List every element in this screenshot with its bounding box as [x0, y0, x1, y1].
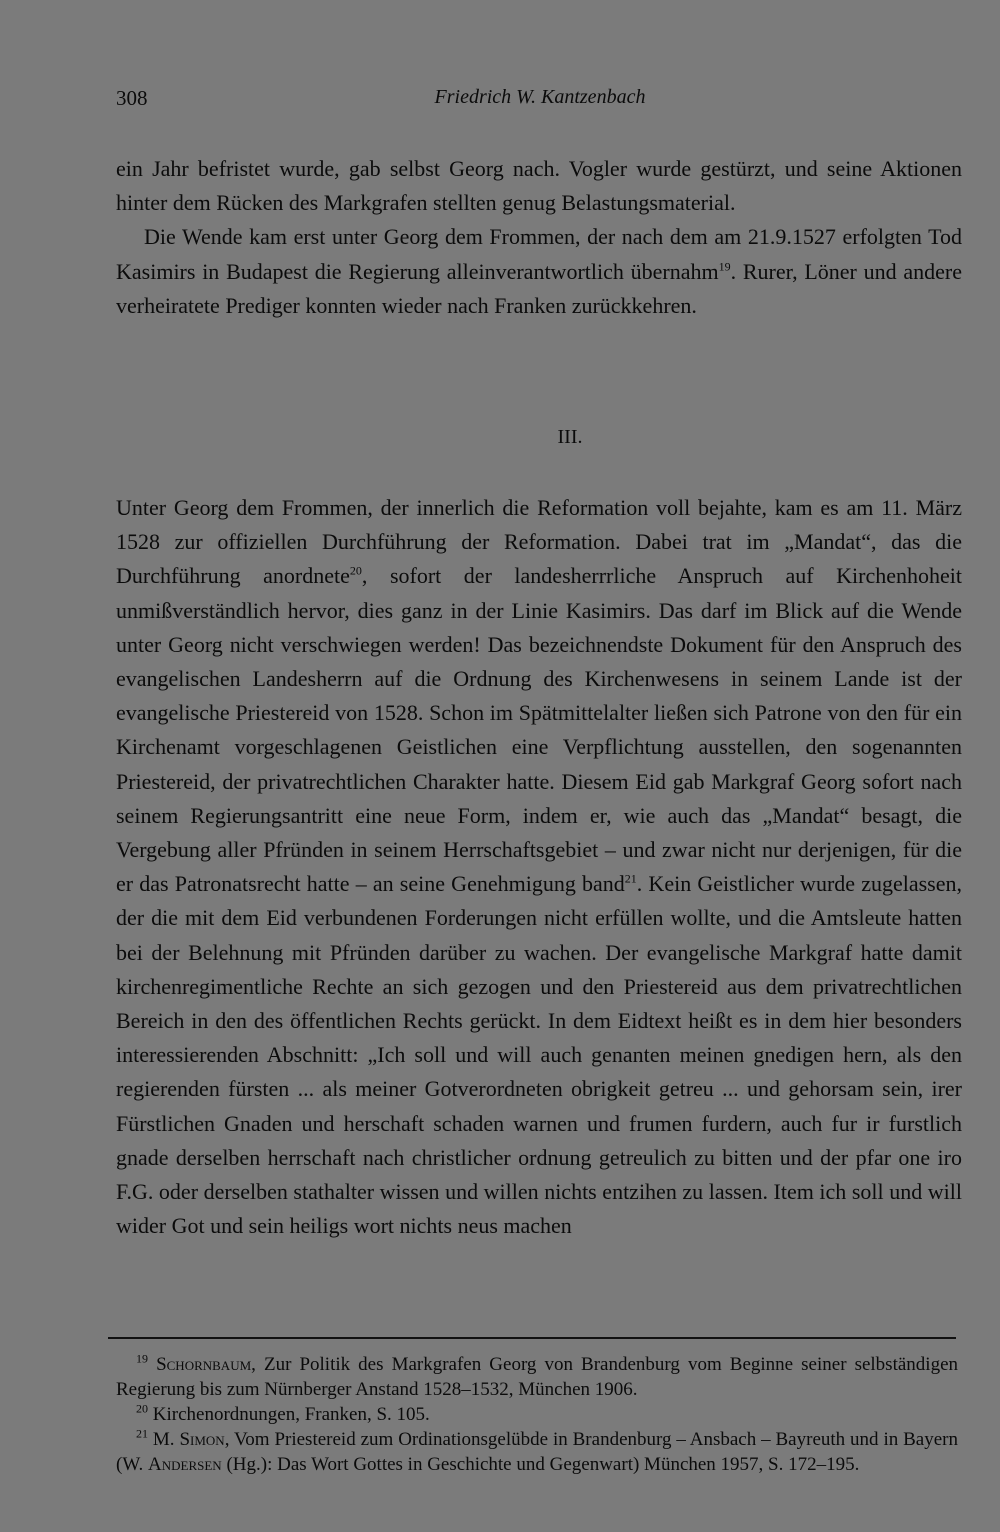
section-three-text [116, 491, 962, 1243]
page-number: 308 [116, 86, 148, 110]
footnote-author: Schornbaum [156, 1354, 252, 1375]
footnote-marker[interactable]: 20 [349, 564, 362, 579]
footnote [116, 1427, 958, 1477]
footnote-author: Simon [179, 1429, 225, 1450]
footnotes [116, 1352, 958, 1477]
paragraph-text: , sofort der landesherrrliche Anspruch auf Kirchenhoheit unmißverständlich hervor, dies ganz in der Linie Kasimirs. Das darf im Blick auf die Wende unter Georg nicht verschwiegen werden! Das bezeichnendste Dokument für den Anspruch des evangelischen Landesherrn auf die Ordnung des Kirchenwesens in seinem Lande ist der evangelische Priestereid von 1528. Schon im Spätmittelalter ließen sich Patrone von den für ein Kirchenamt vorgeschlagenen Geistlichen eine Verpflichtung ausstellen, den sogenannten Priestereid, der privatrechtlichen Charakter hatte. Diesem Eid gab Markgraf Georg sofort nach seinem Regierungsantritt eine neue Form, indem er, wie auch das „Mandat“ besagt, die Vergebung aller Pfründen in seinem Herrschaftsgebiet – und zwar nicht nur derjenigen, für die er das Patronatsrecht hatte – an seine Genehmigung band [116, 563, 962, 897]
footnote-text: , Vom Priestereid zum Ordinationsgelübde in Brandenburg – Ansbach – Bayreuth und in Bayern (W. [116, 1429, 958, 1475]
footnote-text: , Zur Politik des Markgrafen Georg von Brandenburg vom Beginne seiner selbständigen Regierung bis zum Nürnberger Anstand 1528–1532, München 1906. [116, 1354, 958, 1400]
section-heading: III. [557, 426, 583, 448]
paragraph-text: . Kein Geistlicher wurde zugelassen, der die mit dem Eid verbundenen Forderungen nicht erfüllen wollte, und die Amtsleute hatten bei der Belehnung mit Pfründen darüber zu wachen. Der evangelische Markgraf hatte damit kirchenregimentliche Rechte an sich gezogen und den Priestereid aus dem privatrechtlichen Bereich in den des öffentlichen Rechts gerückt. In dem Eidtext heißt es in dem hier besonders interessierenden Abschnitt: „Ich soll und will auch genanten meinen gnedigen hern, als den regierenden fürsten ... als meiner Gotverordneten obrigkeit getreu ... und gehorsam sein, irer Fürstlichen Gnaden und herschaft schaden warnen und frumen furdern, auch fur ir furstlich gnade derselben herrschaft nach christlicher ordnung getreulich zu bitten und der pfar one iro F.G. oder derselben stathalter wissen und willen nichts entzihen zu lassen. Item ich soll und will wider Got und sein heiligs wort nichts neus machen [116, 871, 963, 1239]
paragraph-text: Die Wende kam erst unter Georg dem Frommen, der nach dem am 21.9.1527 erfolgten Tod Kasimirs in Budapest die Regierung alleinverantwortlich übernahm [116, 224, 962, 284]
footnote-text: (Hg.): Das Wort Gottes in Geschichte und Gegenwart) München 1957, S. 172–195. [221, 1454, 860, 1475]
paragraph [116, 491, 962, 1243]
footnote-editor: Andersen [148, 1454, 222, 1475]
footnote [116, 1352, 958, 1402]
footnote [116, 1402, 958, 1427]
footnote-marker[interactable]: 21 [624, 871, 637, 886]
footnote-text: M. [152, 1429, 180, 1450]
paragraph [116, 220, 962, 323]
paragraph: ein Jahr befristet wurde, gab selbst Georg nach. Vogler wurde gestürzt, und seine Aktionen hinter dem Rücken des Markgrafen stellten genug Belastungsmaterial. [116, 156, 962, 216]
footnote-divider [108, 1337, 956, 1339]
section-one-text [116, 152, 962, 323]
footnote-number: 20 [136, 1401, 148, 1416]
paragraph-text: Unter Georg dem Frommen, der innerlich die Reformation voll bejahte, kam es am 11. März 1528 zur offiziellen Durchführung der Reformation. Dabei trat im „Mandat“, das die Durchführung anordnete [116, 495, 962, 589]
footnote-number: 21 [136, 1426, 148, 1441]
footnote-marker[interactable]: 19 [718, 259, 731, 274]
running-head: Friedrich W. Kantzenbach [434, 86, 646, 108]
footnote-number: 19 [136, 1351, 148, 1366]
paragraph-text: . Rurer, Löner und andere verheiratete Prediger konnten wieder nach Franken zurückkehren. [116, 258, 962, 318]
footnote-text: Kirchenordnungen, Franken, S. 105. [152, 1404, 430, 1425]
